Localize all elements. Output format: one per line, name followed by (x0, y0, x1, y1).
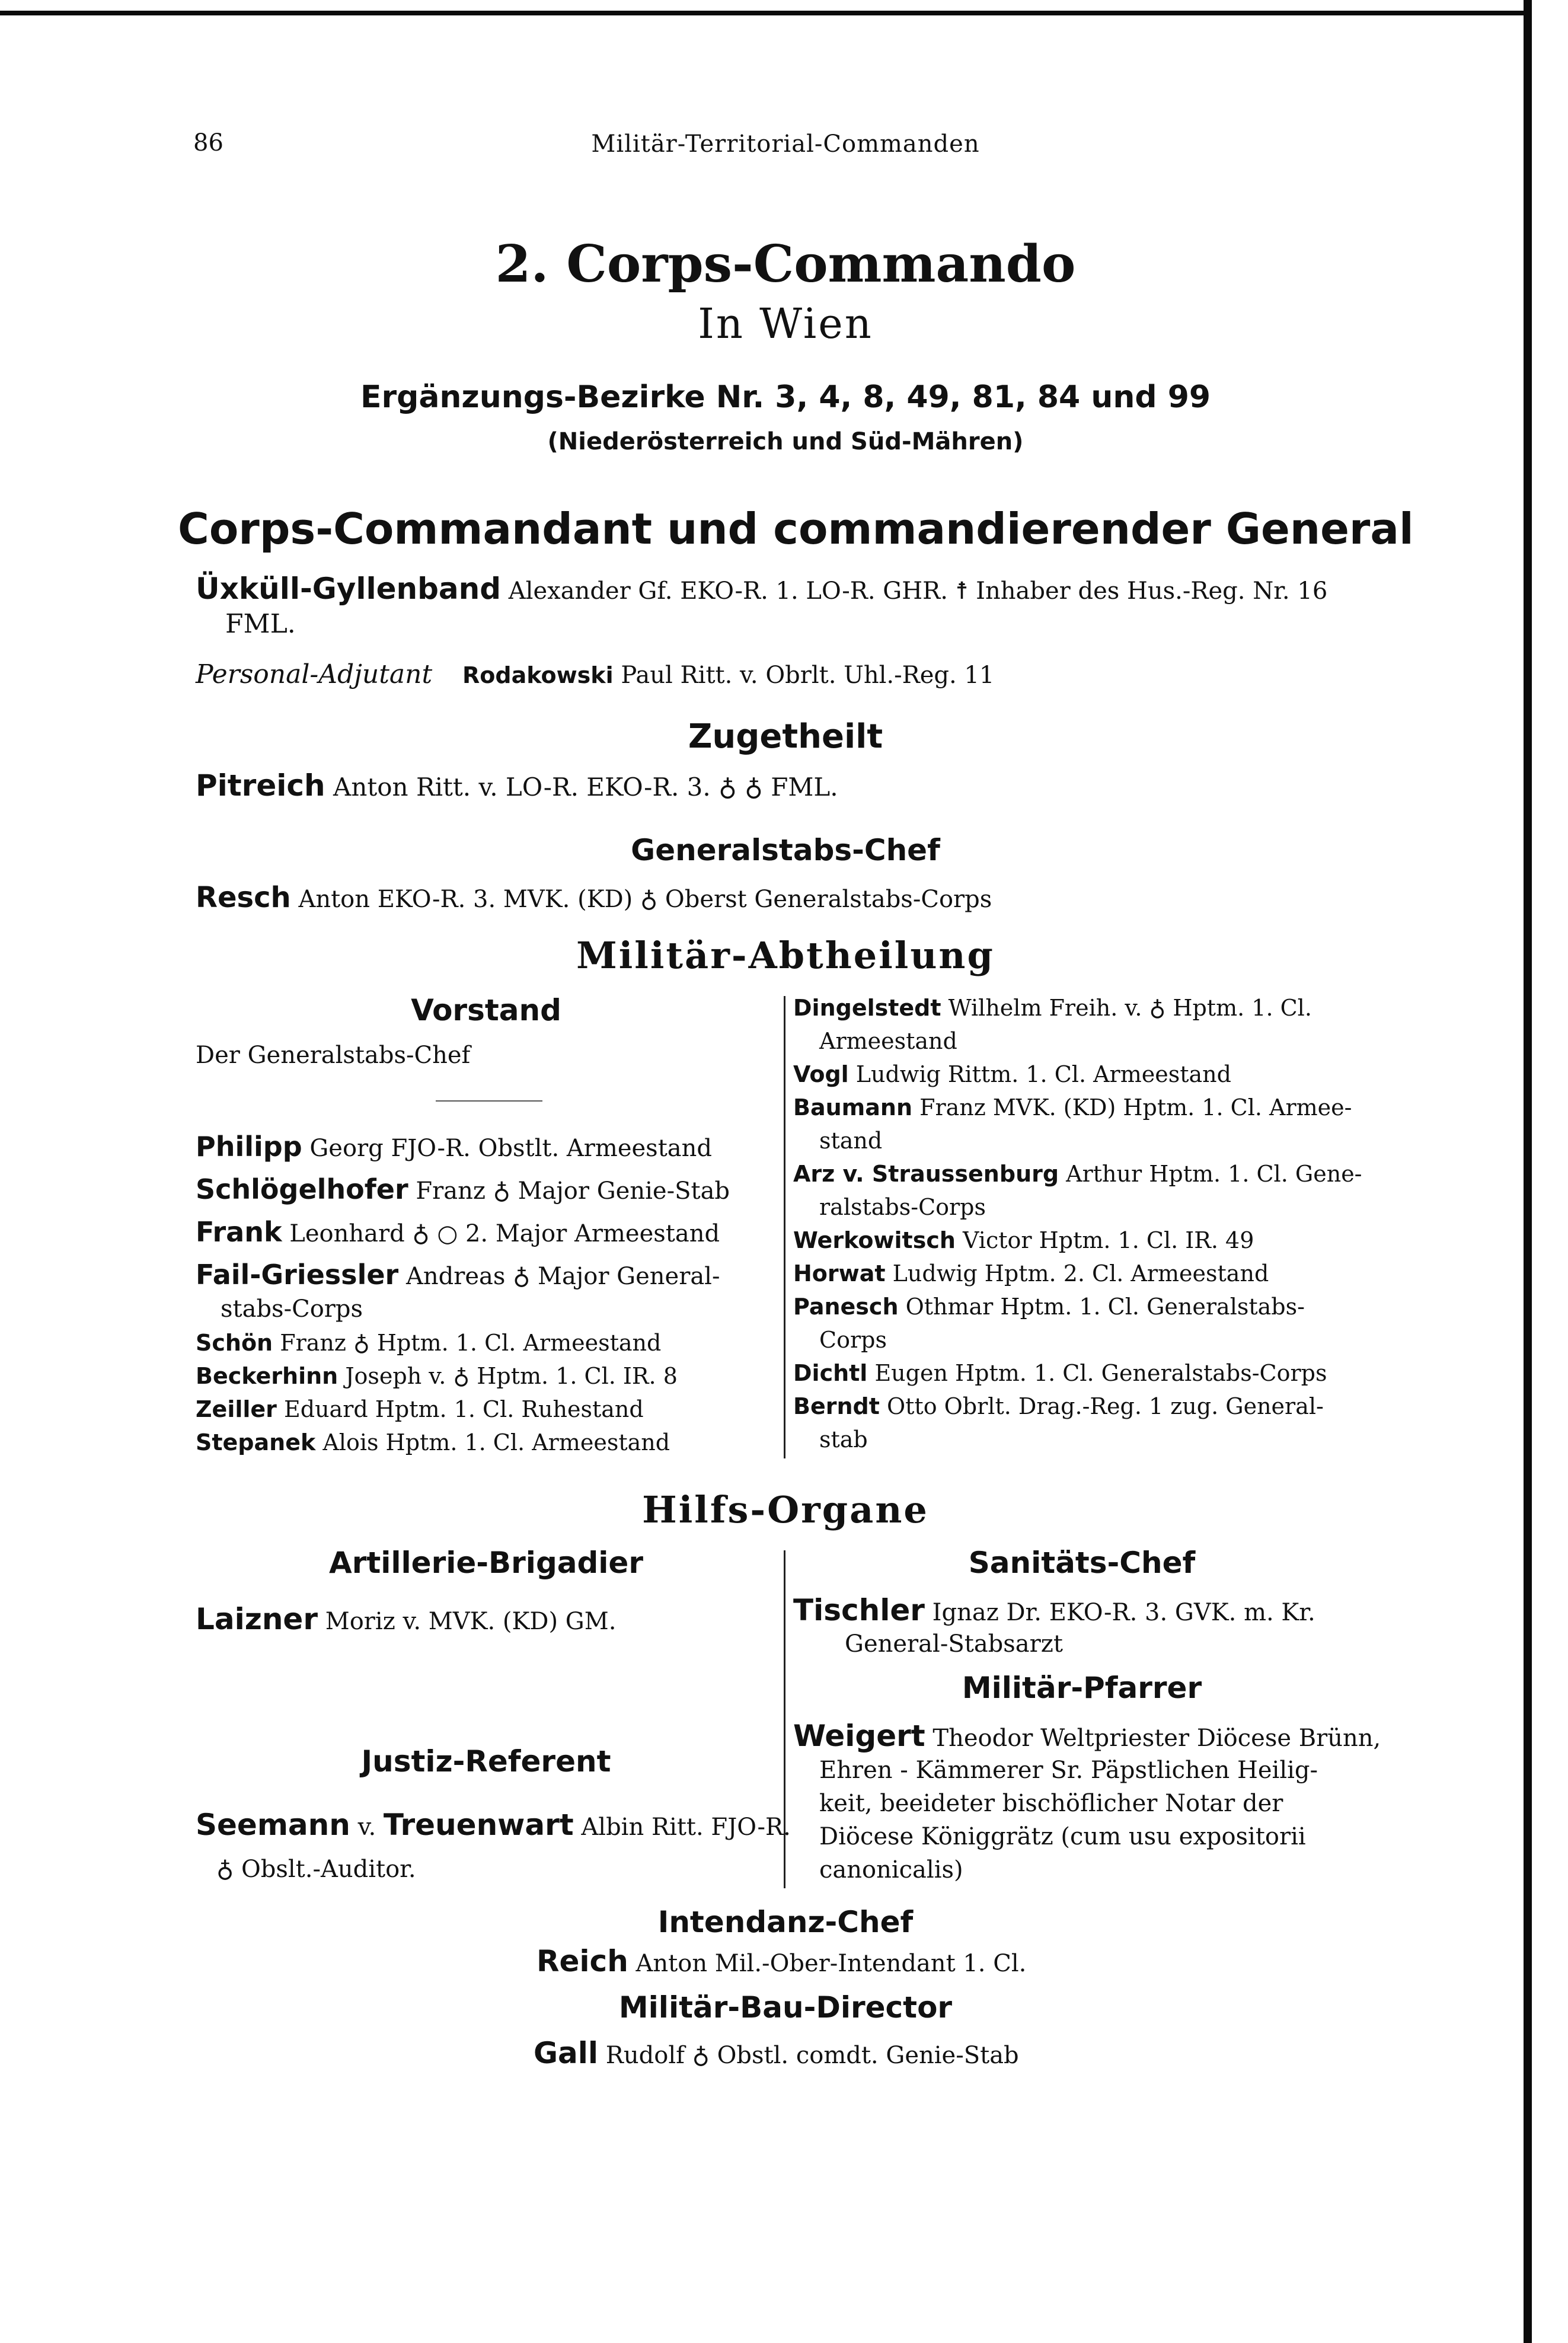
list-item-continued: Armeestand (819, 1028, 957, 1054)
chaplain-heading: Militär-Pfarrer (962, 1671, 1202, 1705)
adjutant-entry (196, 658, 994, 692)
scan-border-right (1524, 0, 1532, 2343)
list-item-continued: stab (819, 1426, 868, 1453)
chaplain-line: keit, beeideter bischöflicher Notar der (819, 1790, 1283, 1817)
justice-heading: Justiz-Referent (361, 1744, 611, 1779)
medical-entry: Tischler Ignaz Dr. EKO-R. 3. GVK. m. Kr. (793, 1593, 1315, 1627)
page-number: 86 (193, 129, 223, 157)
chaplain-line: canonicalis) (819, 1856, 963, 1884)
medical-heading: Sanitäts-Chef (968, 1546, 1196, 1580)
commandant-heading: Corps-Commandant und commandierender General (178, 504, 1414, 554)
list-item: Fail-Griessler Andreas ♁ Major General- (196, 1259, 720, 1291)
list-item: Frank Leonhard ♁ ○ 2. Major Armeestand (196, 1216, 720, 1248)
military-department-heading: Militär-Abtheilung (576, 934, 995, 977)
region: (Niederösterreich und Süd-Mähren) (547, 428, 1024, 455)
column-divider (784, 996, 785, 1458)
assigned-name: Pitreich (196, 768, 325, 803)
list-item: Werkowitsch Victor Hptm. 1. Cl. IR. 49 (793, 1227, 1254, 1253)
list-item-continued: stand (819, 1128, 883, 1154)
running-title: Militär-Territorial-Commanden (591, 130, 980, 158)
intendance-heading: Intendanz-Chef (657, 1905, 914, 1939)
chaplain-entry: Weigert Theodor Weltpriester Diöcese Brünn, (793, 1719, 1381, 1753)
commandant-details: Alexander Gf. EKO-R. 1. LO-R. GHR. ☨ Inhaber des Hus.-Reg. Nr. 16 (508, 577, 1328, 605)
list-item: Schön Franz ♁ Hptm. 1. Cl. Armeestand (196, 1330, 662, 1356)
justice-entry: Seemann v. Treuenwart Albin Ritt. FJO-R. (196, 1808, 791, 1842)
list-item-continued: ralstabs-Corps (819, 1194, 986, 1220)
list-item: Dingelstedt Wilhelm Freih. v. ♁ Hptm. 1. Cl. (793, 995, 1312, 1021)
list-item: Beckerhinn Joseph v. ♁ Hptm. 1. Cl. IR. 8 (196, 1363, 678, 1389)
medical-rank: General-Stabsarzt (845, 1630, 1063, 1658)
short-divider (436, 1100, 542, 1102)
chief-of-staff-entry (196, 881, 992, 916)
list-item: Horwat Ludwig Hptm. 2. Cl. Armeestand (793, 1260, 1269, 1287)
commandant-rank: FML. (225, 609, 296, 639)
justice-rank: ♁ Obslt.-Auditor. (216, 1856, 416, 1883)
page-title: 2. Corps-Commando (495, 234, 1076, 294)
list-item: Stepanek Alois Hptm. 1. Cl. Armeestand (196, 1429, 670, 1455)
construction-entry: Gall Rudolf ♁ Obstl. comdt. Genie-Stab (534, 2036, 1019, 2070)
assigned-details: Anton Ritt. v. LO-R. EKO-R. 3. ♁ ♁ FML. (333, 773, 838, 802)
artillery-entry: Laizner Moriz v. MVK. (KD) GM. (196, 1602, 617, 1636)
scan-border-top (0, 11, 1532, 15)
chief-of-staff-heading: Generalstabs-Chef (631, 833, 940, 867)
location: In Wien (698, 299, 873, 348)
list-item: Panesch Othmar Hptm. 1. Cl. Generalstabs- (793, 1294, 1305, 1320)
list-item: Zeiller Eduard Hptm. 1. Cl. Ruhestand (196, 1396, 644, 1422)
auxiliary-heading: Hilfs-Organe (642, 1488, 929, 1531)
list-item: Baumann Franz MVK. (KD) Hptm. 1. Cl. Armee- (793, 1094, 1352, 1121)
list-item-continued: Corps (819, 1327, 887, 1353)
board-heading: Vorstand (411, 993, 561, 1027)
chaplain-line: Ehren - Kämmerer Sr. Päpstlichen Heilig- (819, 1757, 1318, 1784)
list-item: Dichtl Eugen Hptm. 1. Cl. Generalstabs-Corps (793, 1360, 1327, 1386)
chief-of-staff-name: Resch (196, 881, 291, 914)
adjutant-details: Paul Ritt. v. Obrlt. Uhl.-Reg. 11 (621, 662, 995, 689)
list-item-continued: stabs-Corps (221, 1295, 363, 1323)
chaplain-line: Diöcese Königgrätz (cum usu expositorii (819, 1823, 1306, 1850)
artillery-heading: Artillerie-Brigadier (329, 1546, 643, 1580)
assigned-entry (196, 769, 838, 804)
list-item: Schlögelhofer Franz ♁ Major Genie-Stab (196, 1173, 730, 1205)
chief-of-staff-details: Anton EKO-R. 3. MVK. (KD) ♁ Oberst Generalstabs-Corps (298, 886, 992, 913)
commandant-name: Üxküll-Gyllenband (196, 572, 502, 606)
list-item: Vogl Ludwig Rittm. 1. Cl. Armeestand (793, 1061, 1231, 1087)
list-item: Arz v. Straussenburg Arthur Hptm. 1. Cl. Gene- (793, 1161, 1362, 1187)
construction-heading: Militär-Bau-Director (618, 1990, 953, 2025)
adjutant-label: Personal-Adjutant (196, 659, 433, 690)
commandant-entry (196, 572, 1327, 608)
list-item: Philipp Georg FJO-R. Obstlt. Armeestand (196, 1131, 712, 1163)
intendance-entry: Reich Anton Mil.-Ober-Intendant 1. Cl. (536, 1944, 1027, 1978)
districts: Ergänzungs-Bezirke Nr. 3, 4, 8, 49, 81, 84 und 99 (360, 379, 1211, 415)
board-chief: Der Generalstabs-Chef (196, 1042, 471, 1069)
assigned-heading: Zugetheilt (688, 717, 883, 756)
adjutant-name: Rodakowski (462, 662, 614, 688)
list-item: Berndt Otto Obrlt. Drag.-Reg. 1 zug. General- (793, 1393, 1324, 1419)
